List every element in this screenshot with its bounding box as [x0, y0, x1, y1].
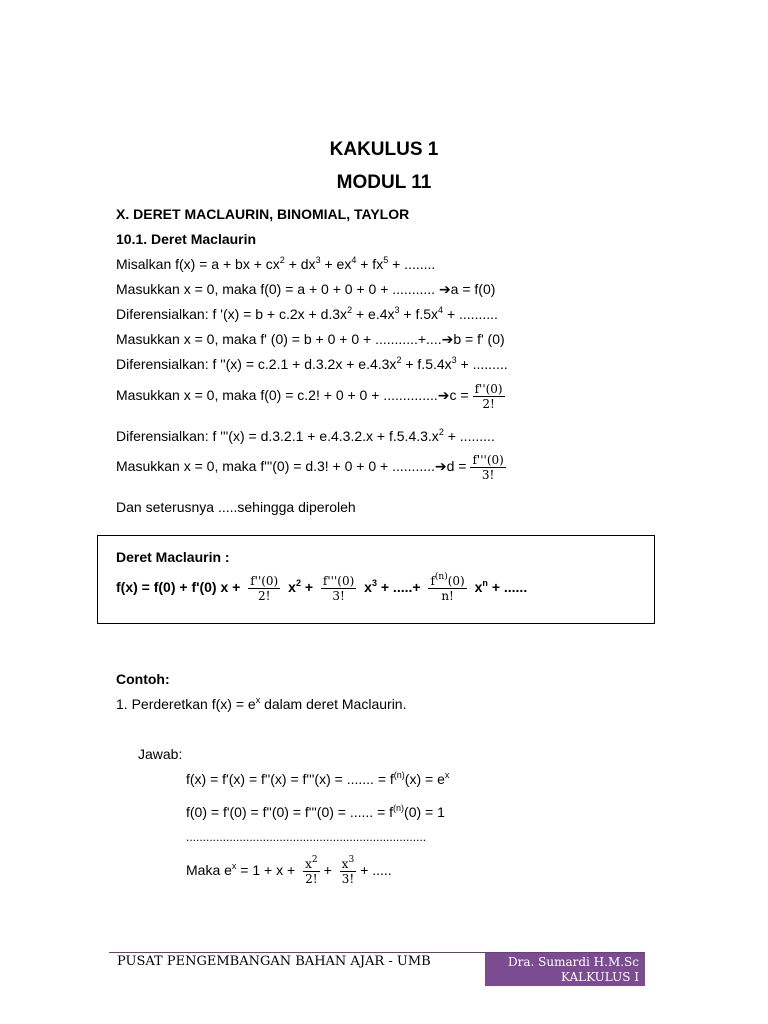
- derivation-line-5: Diferensialkan: f ''$(x) = c.2.1 + d.3.2x + e.4.3x^2 + f.5.4x^3$ + .........: [116, 355, 508, 372]
- maclaurin-formula: f(x) = f(0) + f'(0) x + $\frac{f''(0)}{2!}$ $x^2$ + $\frac{f'''(0)}{3!}$ $x^3$ + .....+ $\frac{f^{(n)}(0)}{n!}$ $x^n$ + ......: [116, 572, 528, 603]
- module-title: MODUL 11: [336, 172, 432, 193]
- derivation-line-2: Masukkan x = 0, maka f(0) = a + 0 + 0 + 0 + ........... ➔a = f(0): [116, 281, 496, 298]
- derivation-line-3: Diferensialkan: f '$(x) = b + c.2x + d.3x^2 + e.4x^3 + f.5x^4$ + ..........: [116, 305, 498, 322]
- footer-publisher: PUSAT PENGEMBANGAN BAHAN AJAR - UMB: [117, 954, 431, 969]
- section-heading: X. DERET MACLAURIN, BINOMIAL, TAYLOR: [116, 206, 410, 222]
- derivation-line-4: Masukkan x = 0, maka f' (0) = b + 0 + 0 + ...........+....➔b = f' (0): [116, 331, 505, 348]
- arrow-icon: ➔: [437, 388, 450, 405]
- box-title: Deret Maclaurin :: [116, 549, 230, 565]
- answer-line-1: f(x) = f'(x) = f''(x) = f'''(x) = ....... = $f^{(n)}(x) = e^x$: [186, 770, 450, 787]
- arrow-icon: ➔: [434, 459, 447, 476]
- fraction-d: $\frac{f'''(0)}{3!}$: [472, 453, 504, 482]
- derivation-line-7: Diferensialkan: f '''$(x) = d.3.2.1 + e.4.3.2.x + f.5.4.3.x^2$ + .........: [116, 427, 495, 444]
- subsection-heading: 10.1. Deret Maclaurin: [116, 231, 257, 247]
- fraction-c: $\frac{f''(0)}{2!}$: [474, 382, 503, 411]
- derivation-line-1: Misalkan f(x) = a + bx + $cx^2 + dx^3 + ex^4 + fx^5$ + ........: [116, 255, 436, 272]
- footer-author: Dra. Sumardi H.M.Sc: [507, 955, 639, 969]
- answer-label: Jawab:: [138, 746, 183, 762]
- footer-author-box: [485, 953, 645, 986]
- derivation-line-6: Masukkan x = 0, maka f(0) = c.2! + 0 + 0 + ..............➔c = $\frac{f''(0)}{2!}$: [116, 382, 503, 411]
- derivation-line-8: Masukkan x = 0, maka f'''(0) = d.3! + 0 + 0 + ...........➔d = $\frac{f'''(0)}{3!}$: [116, 453, 504, 482]
- arrow-icon: ➔: [438, 282, 451, 298]
- example-problem: 1. Perderetkan $f(x) = e^x$ dalam deret Maclaurin.: [116, 695, 407, 712]
- answer-line-3: ........................................................................: [186, 830, 427, 844]
- footer-course: KALKULUS I: [561, 970, 639, 984]
- answer-line-2: f(0) = f'(0) = f''(0) = f'''(0) = ...... = $f^{(n)}(0) = 1$: [186, 803, 445, 820]
- derivation-line-9: Dan seterusnya .....sehingga diperoleh: [116, 499, 356, 515]
- arrow-icon: ➔: [441, 332, 454, 348]
- example-heading: Contoh:: [116, 671, 170, 687]
- document-title: KAKULUS 1: [329, 139, 439, 160]
- answer-line-4: Maka $e^x = 1 + x$ + $\frac{x^2}{2!}$ + $\frac{x^3}{3!}$ + .....: [186, 855, 392, 886]
- maclaurin-formula-box: [97, 535, 655, 624]
